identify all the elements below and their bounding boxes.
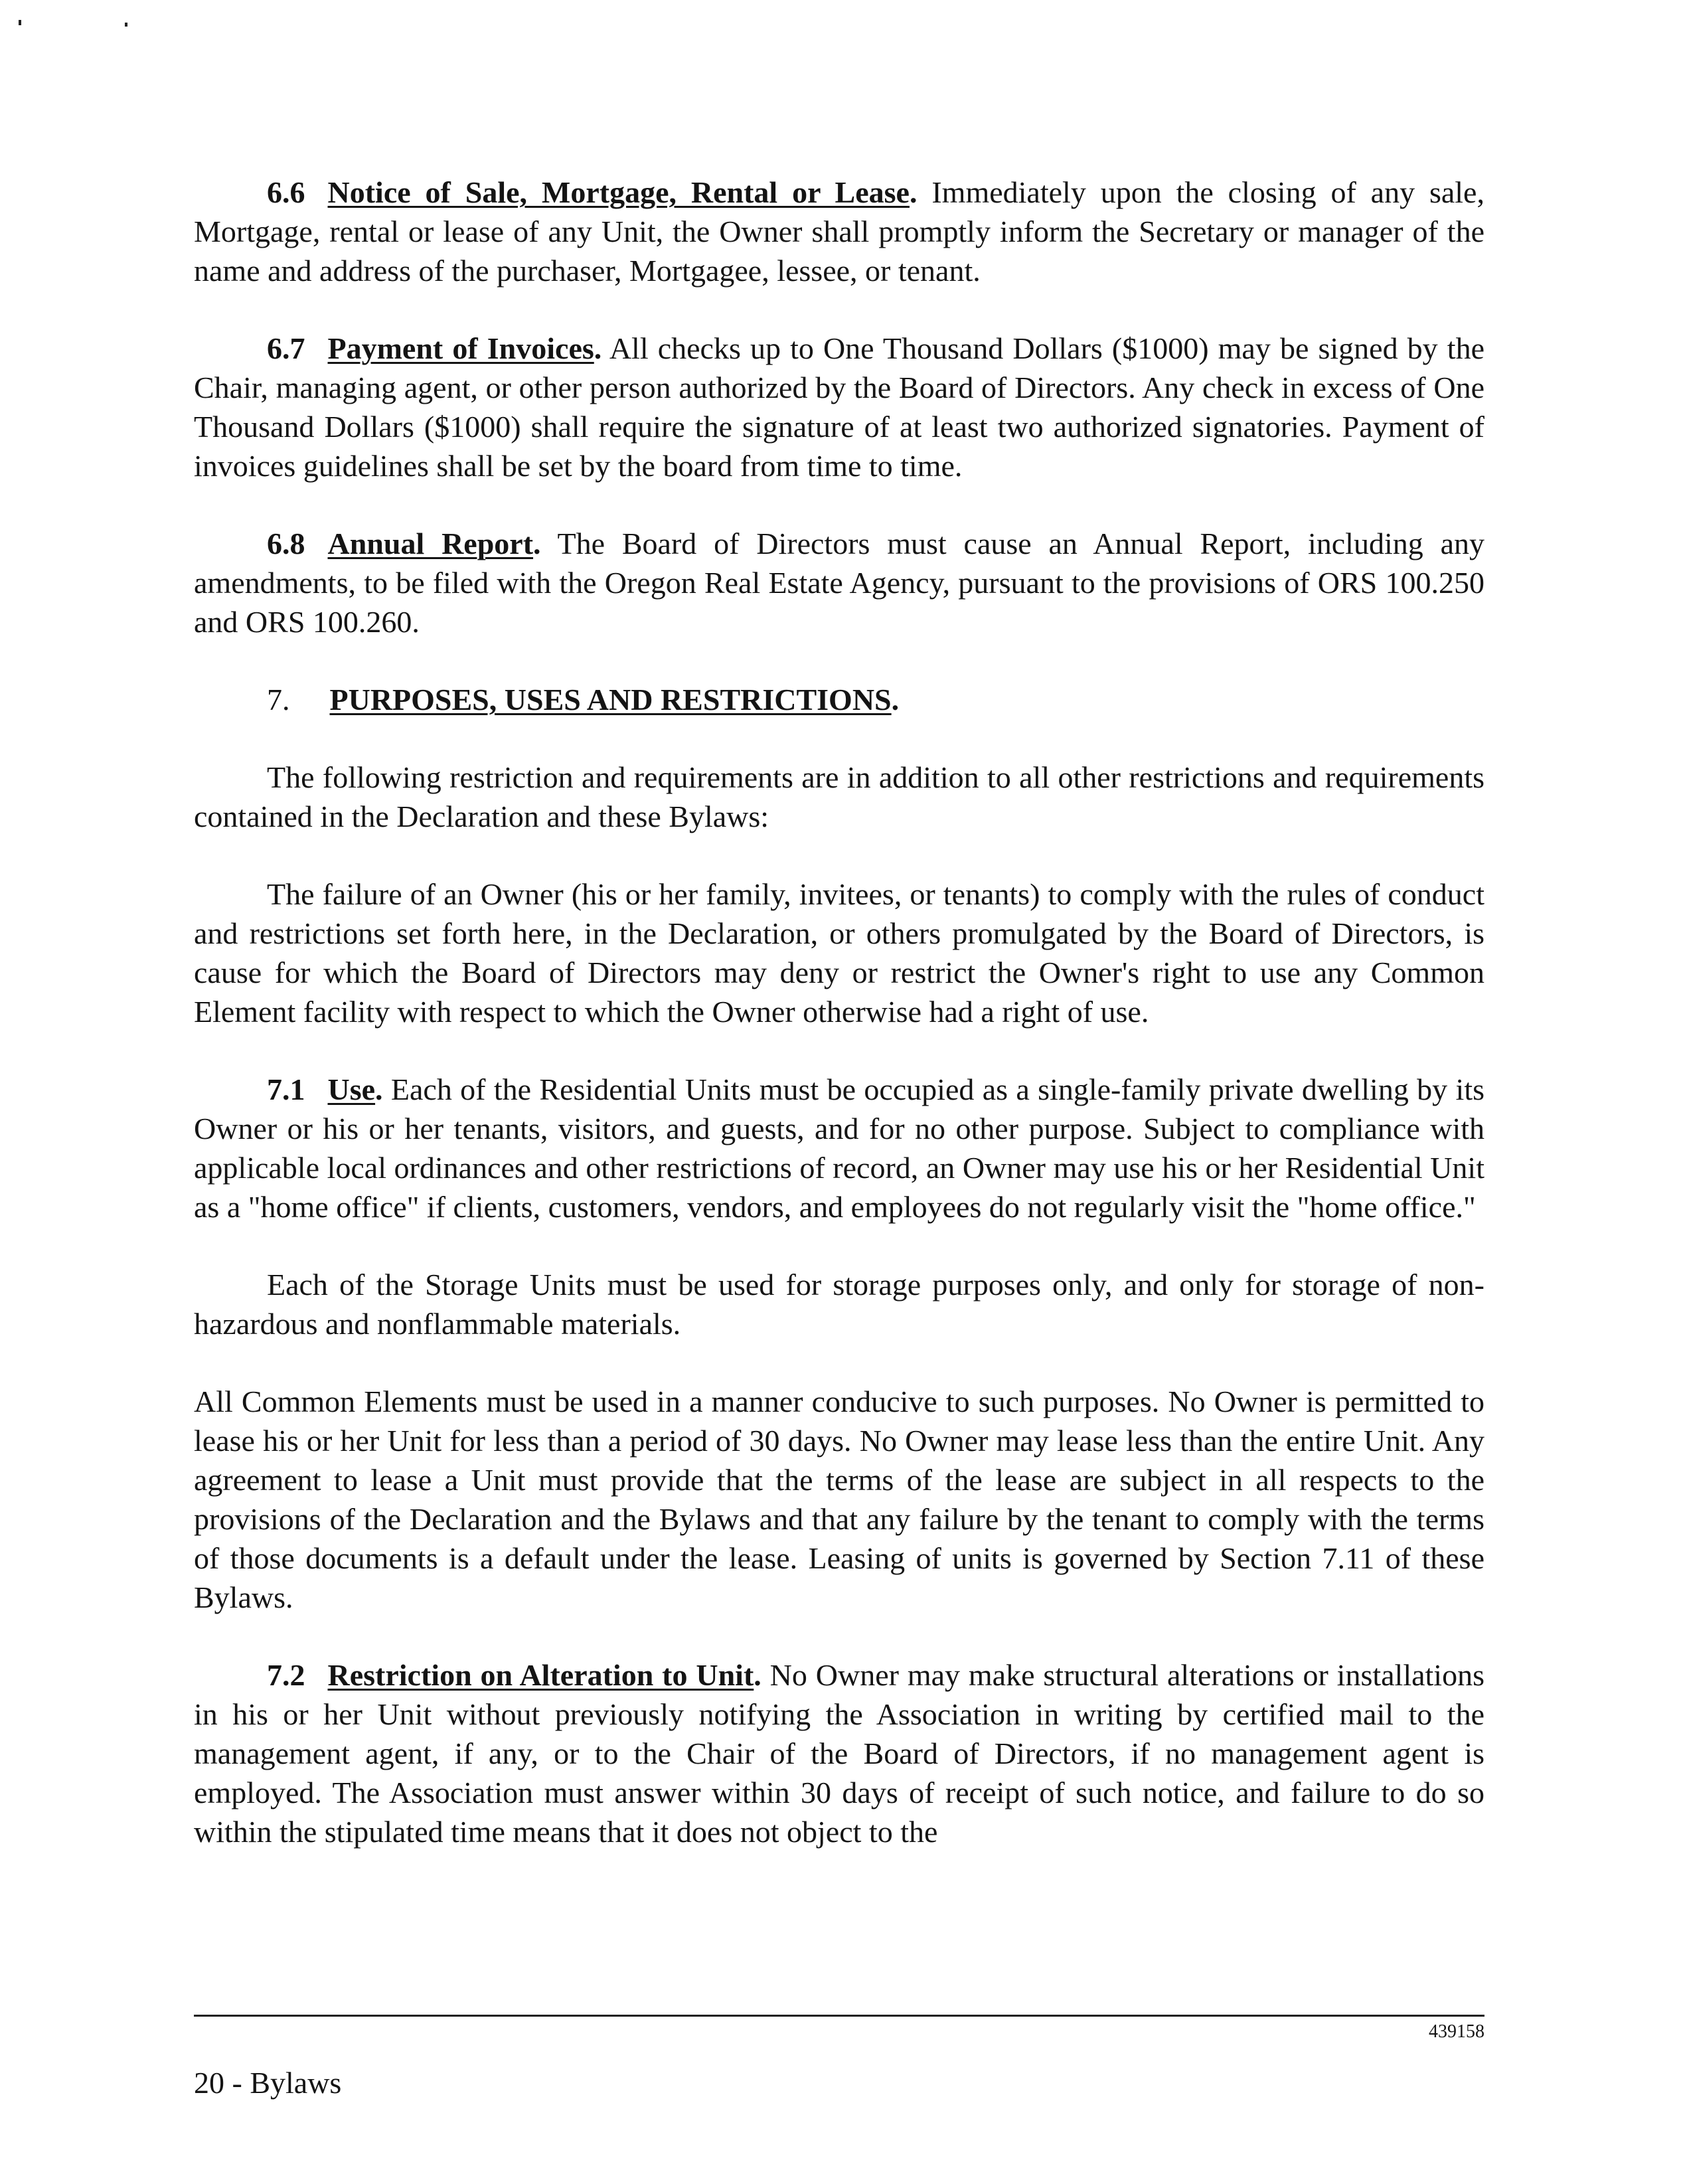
section-heading: Annual Report: [327, 527, 534, 560]
footer-rule: [194, 2015, 1484, 2017]
section-text: All checks up to One Thousand Dollars ($1000) may be signed by the Chair, managing agent, or other person authorized by the Board of Directors. Any check in excess of One Thousand Dollars ($1000) shall require the signature of at least two authorized signatories. Payment of invoices guidelines shall be set by the board from time to time.: [194, 331, 1484, 483]
scan-mark: [125, 23, 127, 27]
section-7-2: [194, 1655, 1484, 1851]
section-heading: Use: [327, 1072, 376, 1106]
section-text: Immediately upon the closing of any sale, Mortgage, rental or lease of any Unit, the Owner shall promptly inform the Secretary or manager of the name and address of the purchaser, Mortgagee, lessee, or tenant.: [194, 175, 1484, 288]
document-number: 439158: [1429, 2021, 1484, 2042]
section-6-7: [194, 329, 1484, 485]
heading-period: .: [754, 1658, 761, 1692]
scan-mark: [19, 20, 21, 25]
section-heading: Restriction on Alteration to Unit: [327, 1658, 754, 1692]
section-heading: Notice of Sale, Mortgage, Rental or Lease: [327, 175, 910, 209]
section-heading: PURPOSES, USES AND RESTRICTIONS: [329, 683, 892, 716]
section-text: The Board of Directors must cause an Annual Report, including any amendments, to be filed with the Oregon Real Estate Agency, pursuant to the provisions of ORS 100.250 and ORS 100.260.: [194, 527, 1484, 639]
paragraph-storage: Each of the Storage Units must be used for storage purposes only, and only for storage of non-hazardous and nonflammable materials.: [194, 1268, 1484, 1341]
section-number: 7.: [267, 683, 290, 716]
section-number: 7.2: [267, 1658, 305, 1692]
heading-period: .: [533, 527, 541, 560]
paragraph-common-elements: All Common Elements must be used in a manner conducive to such purposes. No Owner is permitted to lease his or her Unit for less than a period of 30 days. No Owner may lease less than the entire Unit. Any agreement to lease a Unit must provide that the terms of the lease are subject in all respects to the provisions of the Declaration and the Bylaws and that any failure by the tenant to comply with the terms of those documents is a default under the lease. Leasing of units is governed by Section 7.11 of these Bylaws.: [194, 1385, 1484, 1614]
section-6-8: [194, 524, 1484, 641]
section-7-1: [194, 1070, 1484, 1226]
page-footer-label: 20 - Bylaws: [194, 2066, 342, 2100]
section-text: Each of the Residential Units must be occupied as a single-family private dwelling by its Owner or his or her tenants, visitors, and guests, and for no other purpose. Subject to compliance with applicable local ordinances and other restrictions of record, an Owner may use his or her Residential Unit as a "home office" if clients, customers, vendors, and employees do not regularly visit the "home office.": [194, 1072, 1484, 1224]
paragraph-intro: The following restriction and requirements are in addition to all other restrictions and requirements contained in the Declaration and these Bylaws:: [194, 760, 1484, 833]
section-number: 6.6: [267, 175, 305, 209]
section-number: 7.1: [267, 1072, 305, 1106]
heading-period: .: [375, 1072, 383, 1106]
heading-period: .: [909, 175, 918, 209]
section-number: 6.7: [267, 331, 305, 365]
heading-period: .: [891, 683, 900, 716]
section-7-title: [194, 680, 1484, 719]
section-heading: Payment of Invoices: [327, 331, 594, 365]
paragraph-failure: The failure of an Owner (his or her family, invitees, or tenants) to comply with the rules of conduct and restrictions set forth here, in the Declaration, or others promulgated by the Board of Directors, is cause for which the Board of Directors may deny or restrict the Owner's right to use any Common Element facility with respect to which the Owner otherwise had a right of use.: [194, 877, 1484, 1029]
section-text: No Owner may make structural alterations or installations in his or her Unit without previously notifying the Association in writing by certified mail to the management agent, if any, or to the Chair of the Board of Directors, if no management agent is employed. The Association must answer within 30 days of receipt of such notice, and failure to do so within the stipulated time means that it does not object to the: [194, 1658, 1484, 1849]
heading-period: .: [594, 331, 602, 365]
page-body: [194, 173, 1484, 1890]
section-6-6: [194, 173, 1484, 290]
section-number: 6.8: [267, 527, 305, 560]
